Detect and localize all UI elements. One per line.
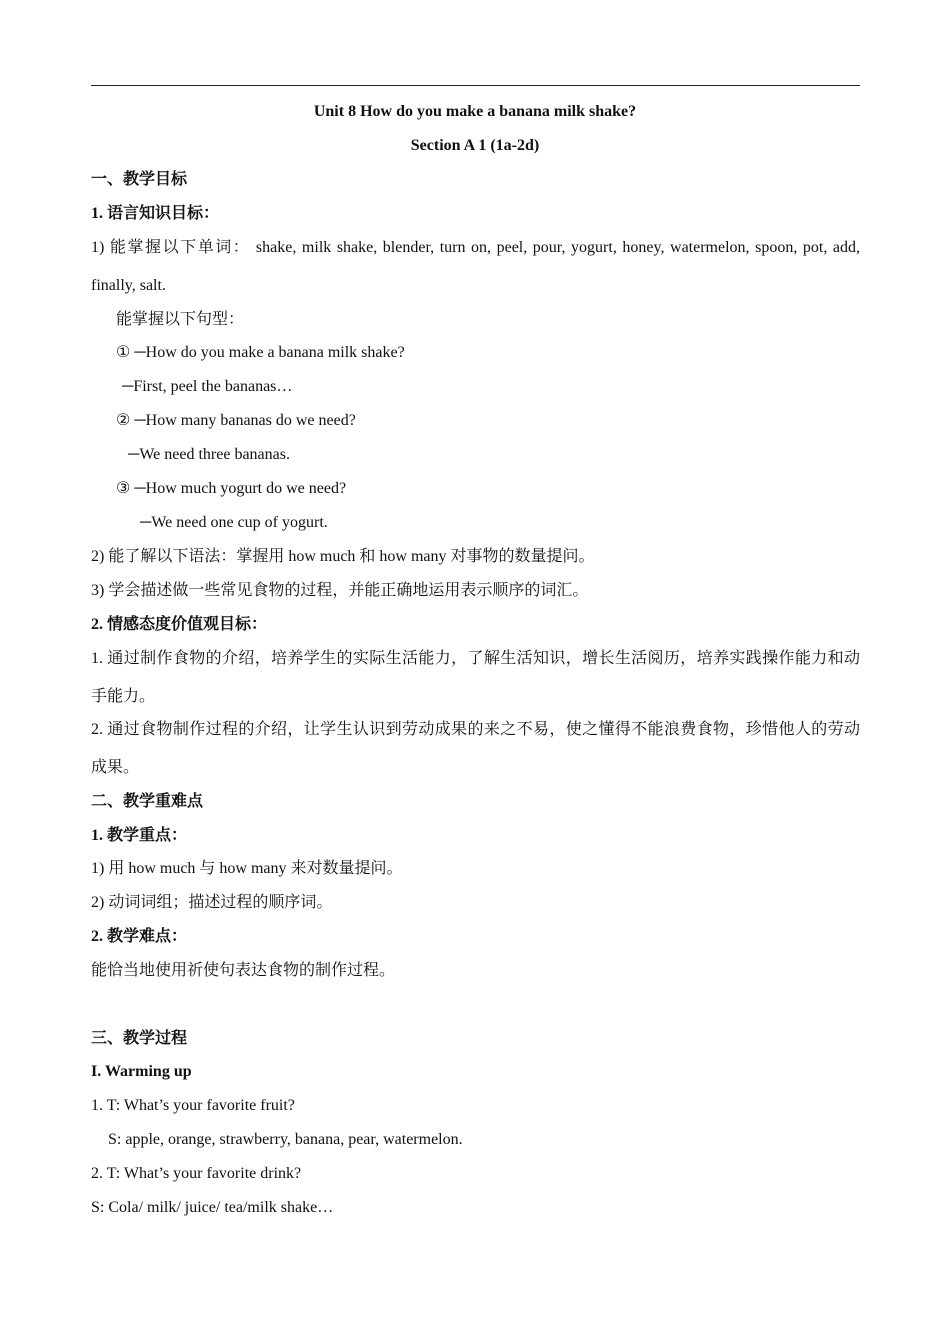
emotional-item-1-line-1: 1. 通过制作食物的介绍，培养学生的实际生活能力，了解生活知识，增长生活阅历，培养实践操作能力和动 <box>91 650 860 667</box>
vocab-line-2: finally, salt. <box>91 277 166 294</box>
emotional-item-2-line-1: 2. 通过食物制作过程的介绍，让学生认识到劳动成果的来之不易，使之懂得不能浪费食物，珍惜他人的劳动 <box>91 721 860 738</box>
key-point-2: 2) 动词词组；描述过程的顺序词。 <box>91 894 333 911</box>
key-point-1: 1) 用 how much 与 how many 来对数量提问。 <box>91 860 403 877</box>
warmup-question-2: 2. T: What’s your favorite drink? <box>91 1165 302 1182</box>
section-heading-key-points: 二、教学重难点 <box>91 793 204 810</box>
header-rule <box>91 85 860 86</box>
describe-goal: 3) 学会描述做一些常见食物的过程，并能正确地运用表示顺序的词汇。 <box>91 582 589 599</box>
warmup-answer-2: S: Cola/ milk/ juice/ tea/milk shake… <box>91 1199 334 1216</box>
pattern-2-answer: ─We need three bananas. <box>128 446 290 463</box>
pattern-2-question: ② ─How many bananas do we need? <box>116 412 356 429</box>
patterns-intro: 能掌握以下句型： <box>116 311 245 328</box>
pattern-3-question: ③ ─How much yogurt do we need? <box>116 480 347 497</box>
subheading-emotional-goals: 2. 情感态度价值观目标： <box>91 616 268 633</box>
document-subtitle: Section A 1 (1a-2d) <box>410 137 540 154</box>
pattern-1-answer: ─First, peel the bananas… <box>122 378 293 395</box>
emotional-item-2-line-2: 成果。 <box>91 759 140 776</box>
grammar-goal: 2) 能了解以下语法：掌握用 how much 和 how many 对事物的数量提问。 <box>91 548 595 565</box>
subheading-difficult-point: 2. 教学难点： <box>91 928 188 945</box>
section-heading-objectives: 一、教学目标 <box>91 171 188 188</box>
subheading-key-point: 1. 教学重点： <box>91 827 188 844</box>
document-title: Unit 8 How do you make a banana milk shake? <box>313 103 637 120</box>
section-heading-process: 三、教学过程 <box>91 1030 188 1047</box>
emotional-item-1-line-2: 手能力。 <box>91 688 156 705</box>
vocab-line-1: 1) 能掌握以下单词： shake, milk shake, blender, turn on, peel, pour, yogurt, honey, watermelon, spoon, pot, add, <box>91 239 860 256</box>
subheading-language-goals: 1. 语言知识目标： <box>91 205 220 222</box>
warmup-heading: I. Warming up <box>91 1063 192 1080</box>
warmup-question-1: 1. T: What’s your favorite fruit? <box>91 1097 295 1114</box>
difficult-point-1: 能恰当地使用祈使句表达食物的制作过程。 <box>91 962 396 979</box>
pattern-3-answer: ─We need one cup of yogurt. <box>140 514 328 531</box>
warmup-answer-1: S: apple, orange, strawberry, banana, pear, watermelon. <box>108 1131 463 1148</box>
pattern-1-question: ① ─How do you make a banana milk shake? <box>116 344 405 361</box>
